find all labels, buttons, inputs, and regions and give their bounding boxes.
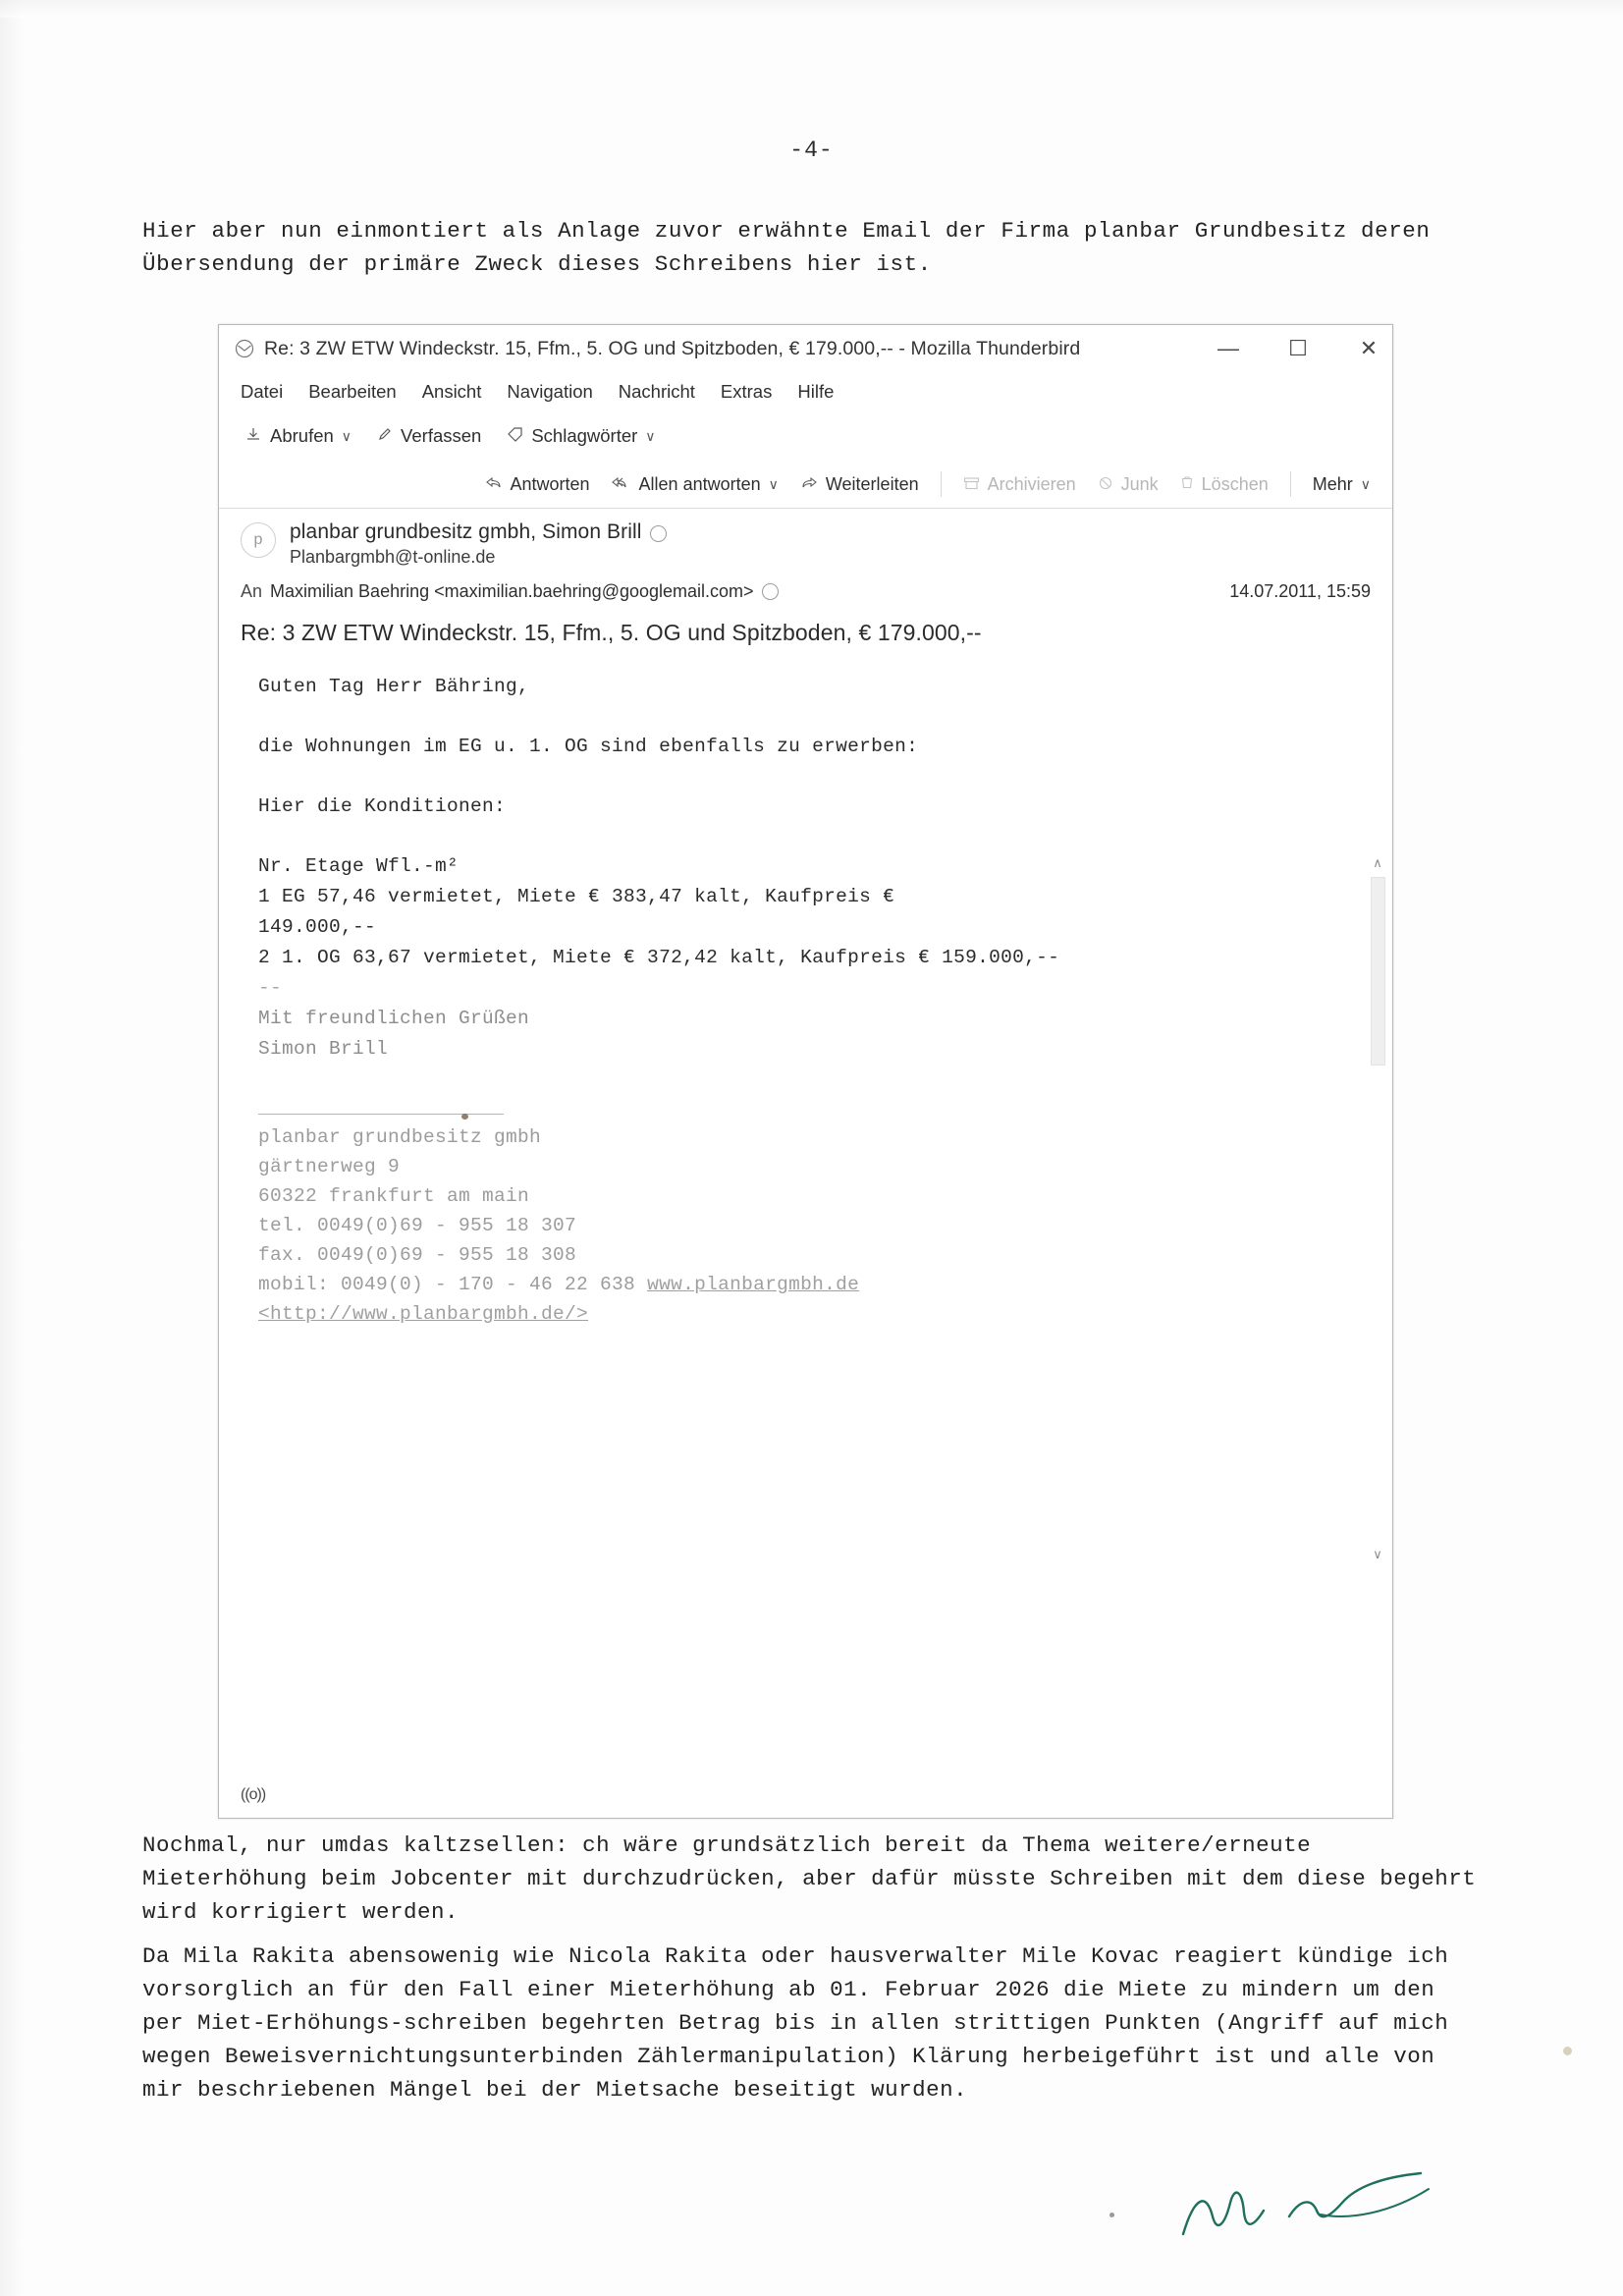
junk-label: Junk [1120, 473, 1159, 494]
body-row-2: 2 1. OG 63,67 vermietet, Miete € 372,42 kalt, Kaufpreis € 159.000,-- [258, 947, 1060, 968]
tags-label: Schlagwörter [531, 425, 638, 446]
get-messages-button[interactable] [244, 425, 352, 447]
minimize-button[interactable]: — [1217, 336, 1239, 360]
archive-label: Archivieren [987, 473, 1076, 494]
body-line-2: Hier die Konditionen: [258, 795, 507, 817]
body-greeting: Guten Tag Herr Bähring, [258, 676, 530, 697]
window-title: Re: 3 ZW ETW Windeckstr. 15, Ffm., 5. OG und Spitzboden, € 179.000,-- - Mozilla Thunderbird [264, 337, 1081, 359]
menu-hilfe[interactable]: Hilfe [797, 381, 835, 402]
window-titlebar [219, 325, 1392, 372]
intro-paragraph: Hier aber nun einmontiert als Anlage zuvor erwähnte Email der Firma planbar Grundbesitz deren Übersendung der primäre Zweck dieses Schreibens hier ist. [142, 218, 1431, 277]
footer-tel: tel. 0049(0)69 - 955 18 307 [258, 1215, 577, 1236]
menu-ansicht[interactable]: Ansicht [421, 381, 482, 402]
reply-all-button[interactable] [612, 474, 779, 495]
sender-email[interactable]: Planbargmbh@t-online.de [290, 547, 496, 567]
handwritten-signature [1173, 2156, 1458, 2264]
main-toolbar [219, 411, 1392, 461]
body-row-1-cont: 149.000,-- [258, 916, 377, 938]
message-body [219, 672, 1392, 1329]
tag-icon [507, 425, 523, 447]
maximize-button[interactable]: ☐ [1288, 336, 1308, 360]
tags-button[interactable] [507, 425, 655, 447]
reply-label: Antworten [510, 473, 590, 494]
scroll-down-arrow-icon[interactable]: ∨ [1373, 1547, 1382, 1561]
delete-button[interactable] [1180, 474, 1269, 495]
message-subject: Re: 3 ZW ETW Windeckstr. 15, Ffm., 5. OG und Spitzboden, € 179.000,-- [241, 620, 982, 645]
message-scrollbar[interactable] [1371, 855, 1384, 1562]
recipient-value[interactable]: Maximilian Baehring <maximilian.baehring@googlemail.com> [270, 581, 754, 601]
message-toolbar [219, 461, 1392, 509]
toolbar-divider [1290, 471, 1291, 497]
scan-edge-shadow-top [0, 0, 1623, 18]
connection-icon: ((o)) [241, 1786, 266, 1803]
scan-speckle [1563, 2047, 1572, 2055]
footer-website-link[interactable]: www.planbargmbh.de [647, 1274, 860, 1295]
body-paragraph-2: Da Mila Rakita abensowenig wie Nicola Rakita oder hausverwalter Mile Kovac reagiert kündige ich vorsorglich an für den Fall einer Mieterhöhung ab 01. Februar 2026 die Miete zu mindern um den per Miet-Erhöhungs-schreiben begehrten Betrag bis in allen strittigen Punkten (Angriff auf mich wegen Beweisvernichtungsunterbinden Zählermanipulation) Klärung herbeigeführt ist und alle von mir beschriebenen Mängel bei der Mietsache beseitigt wurden. [142, 1943, 1449, 2103]
thunderbird-icon [235, 339, 254, 358]
menu-bearbeiten[interactable]: Bearbeiten [308, 381, 397, 402]
body-table-header: Nr. Etage Wfl.-m² [258, 855, 460, 877]
reply-button[interactable] [485, 474, 590, 495]
reply-all-icon [612, 474, 631, 495]
footer-company: planbar grundbesitz gmbh [258, 1126, 542, 1148]
sender-row [241, 520, 1371, 568]
signature-footer [258, 1114, 1353, 1329]
get-messages-label: Abrufen [270, 425, 334, 446]
body-paragraph-1: Nochmal, nur umdas kaltzsellen: ch wäre grundsätzlich bereit da Thema weitere/erneute Mieterhöhung beim Jobcenter mit durchzudrücken, aber dafür müsste Schreiben mit dem diese begehrt wird korrigiert werden. [142, 1832, 1477, 1925]
page-number: -4- [789, 137, 834, 163]
archive-icon [963, 474, 980, 495]
forward-button[interactable] [800, 474, 919, 495]
chevron-down-icon[interactable]: ∨ [645, 427, 656, 444]
more-button[interactable] [1313, 474, 1371, 495]
scan-speckle [1109, 2213, 1114, 2217]
signature-separator: -- [258, 977, 283, 999]
chevron-down-icon[interactable]: ∨ [1360, 475, 1371, 492]
scrollbar-thumb[interactable] [1371, 877, 1385, 1066]
footer-url-line[interactable]: <http://www.planbargmbh.de/> [258, 1303, 589, 1325]
reply-icon [485, 474, 503, 495]
contact-badge-icon[interactable] [762, 583, 779, 600]
avatar: p [241, 522, 276, 558]
compose-label: Verfassen [401, 425, 482, 446]
menubar [219, 372, 1392, 411]
footer-mobile-row [258, 1270, 1353, 1299]
menu-datei[interactable]: Datei [241, 381, 284, 402]
body-line-1: die Wohnungen im EG u. 1. OG sind ebenfalls zu erwerben: [258, 736, 919, 757]
recipient-label: An [241, 581, 263, 601]
forward-label: Weiterleiten [825, 473, 919, 494]
signature-name: Simon Brill [258, 1038, 389, 1060]
signature-greeting: Mit freundlichen Grüßen [258, 1008, 530, 1029]
status-bar [219, 1773, 1392, 1818]
menu-navigation[interactable]: Navigation [507, 381, 593, 402]
more-label: Mehr [1312, 473, 1353, 494]
chevron-down-icon[interactable]: ∨ [768, 475, 779, 492]
toolbar-divider [941, 471, 942, 497]
chevron-down-icon[interactable]: ∨ [341, 427, 352, 444]
message-date: 14.07.2011, 15:59 [1229, 581, 1371, 601]
compose-button[interactable] [377, 425, 481, 447]
scan-edge-shadow [0, 0, 26, 2296]
reply-all-label: Allen antworten [638, 473, 761, 494]
message-header [219, 509, 1392, 602]
forward-icon [800, 474, 818, 495]
scroll-up-arrow-icon[interactable]: ∧ [1373, 855, 1382, 870]
junk-icon [1098, 474, 1113, 495]
footer-mobile: mobil: 0049(0) - 170 - 46 22 638 [258, 1274, 648, 1295]
junk-button[interactable] [1098, 474, 1159, 495]
menu-nachricht[interactable]: Nachricht [618, 381, 695, 402]
menu-extras[interactable]: Extras [720, 381, 773, 402]
window-controls [1217, 325, 1379, 372]
thunderbird-window [218, 324, 1393, 1819]
download-icon [244, 425, 262, 447]
contact-badge-icon[interactable] [650, 525, 667, 542]
body-row-1: 1 EG 57,46 vermietet, Miete € 383,47 kalt, Kaufpreis € [258, 886, 895, 907]
pencil-icon [377, 425, 393, 447]
sender-name[interactable]: planbar grundbesitz gmbh, Simon Brill [290, 520, 642, 543]
recipient-row [241, 581, 1371, 602]
footer-city: 60322 frankfurt am main [258, 1185, 530, 1207]
footer-fax: fax. 0049(0)69 - 955 18 308 [258, 1244, 577, 1266]
close-button[interactable]: ✕ [1359, 336, 1379, 360]
archive-button[interactable] [963, 474, 1076, 495]
delete-label: Löschen [1201, 473, 1269, 494]
scan-speckle [461, 1114, 468, 1120]
trash-icon [1180, 474, 1194, 495]
footer-street: gärtnerweg 9 [258, 1156, 401, 1177]
